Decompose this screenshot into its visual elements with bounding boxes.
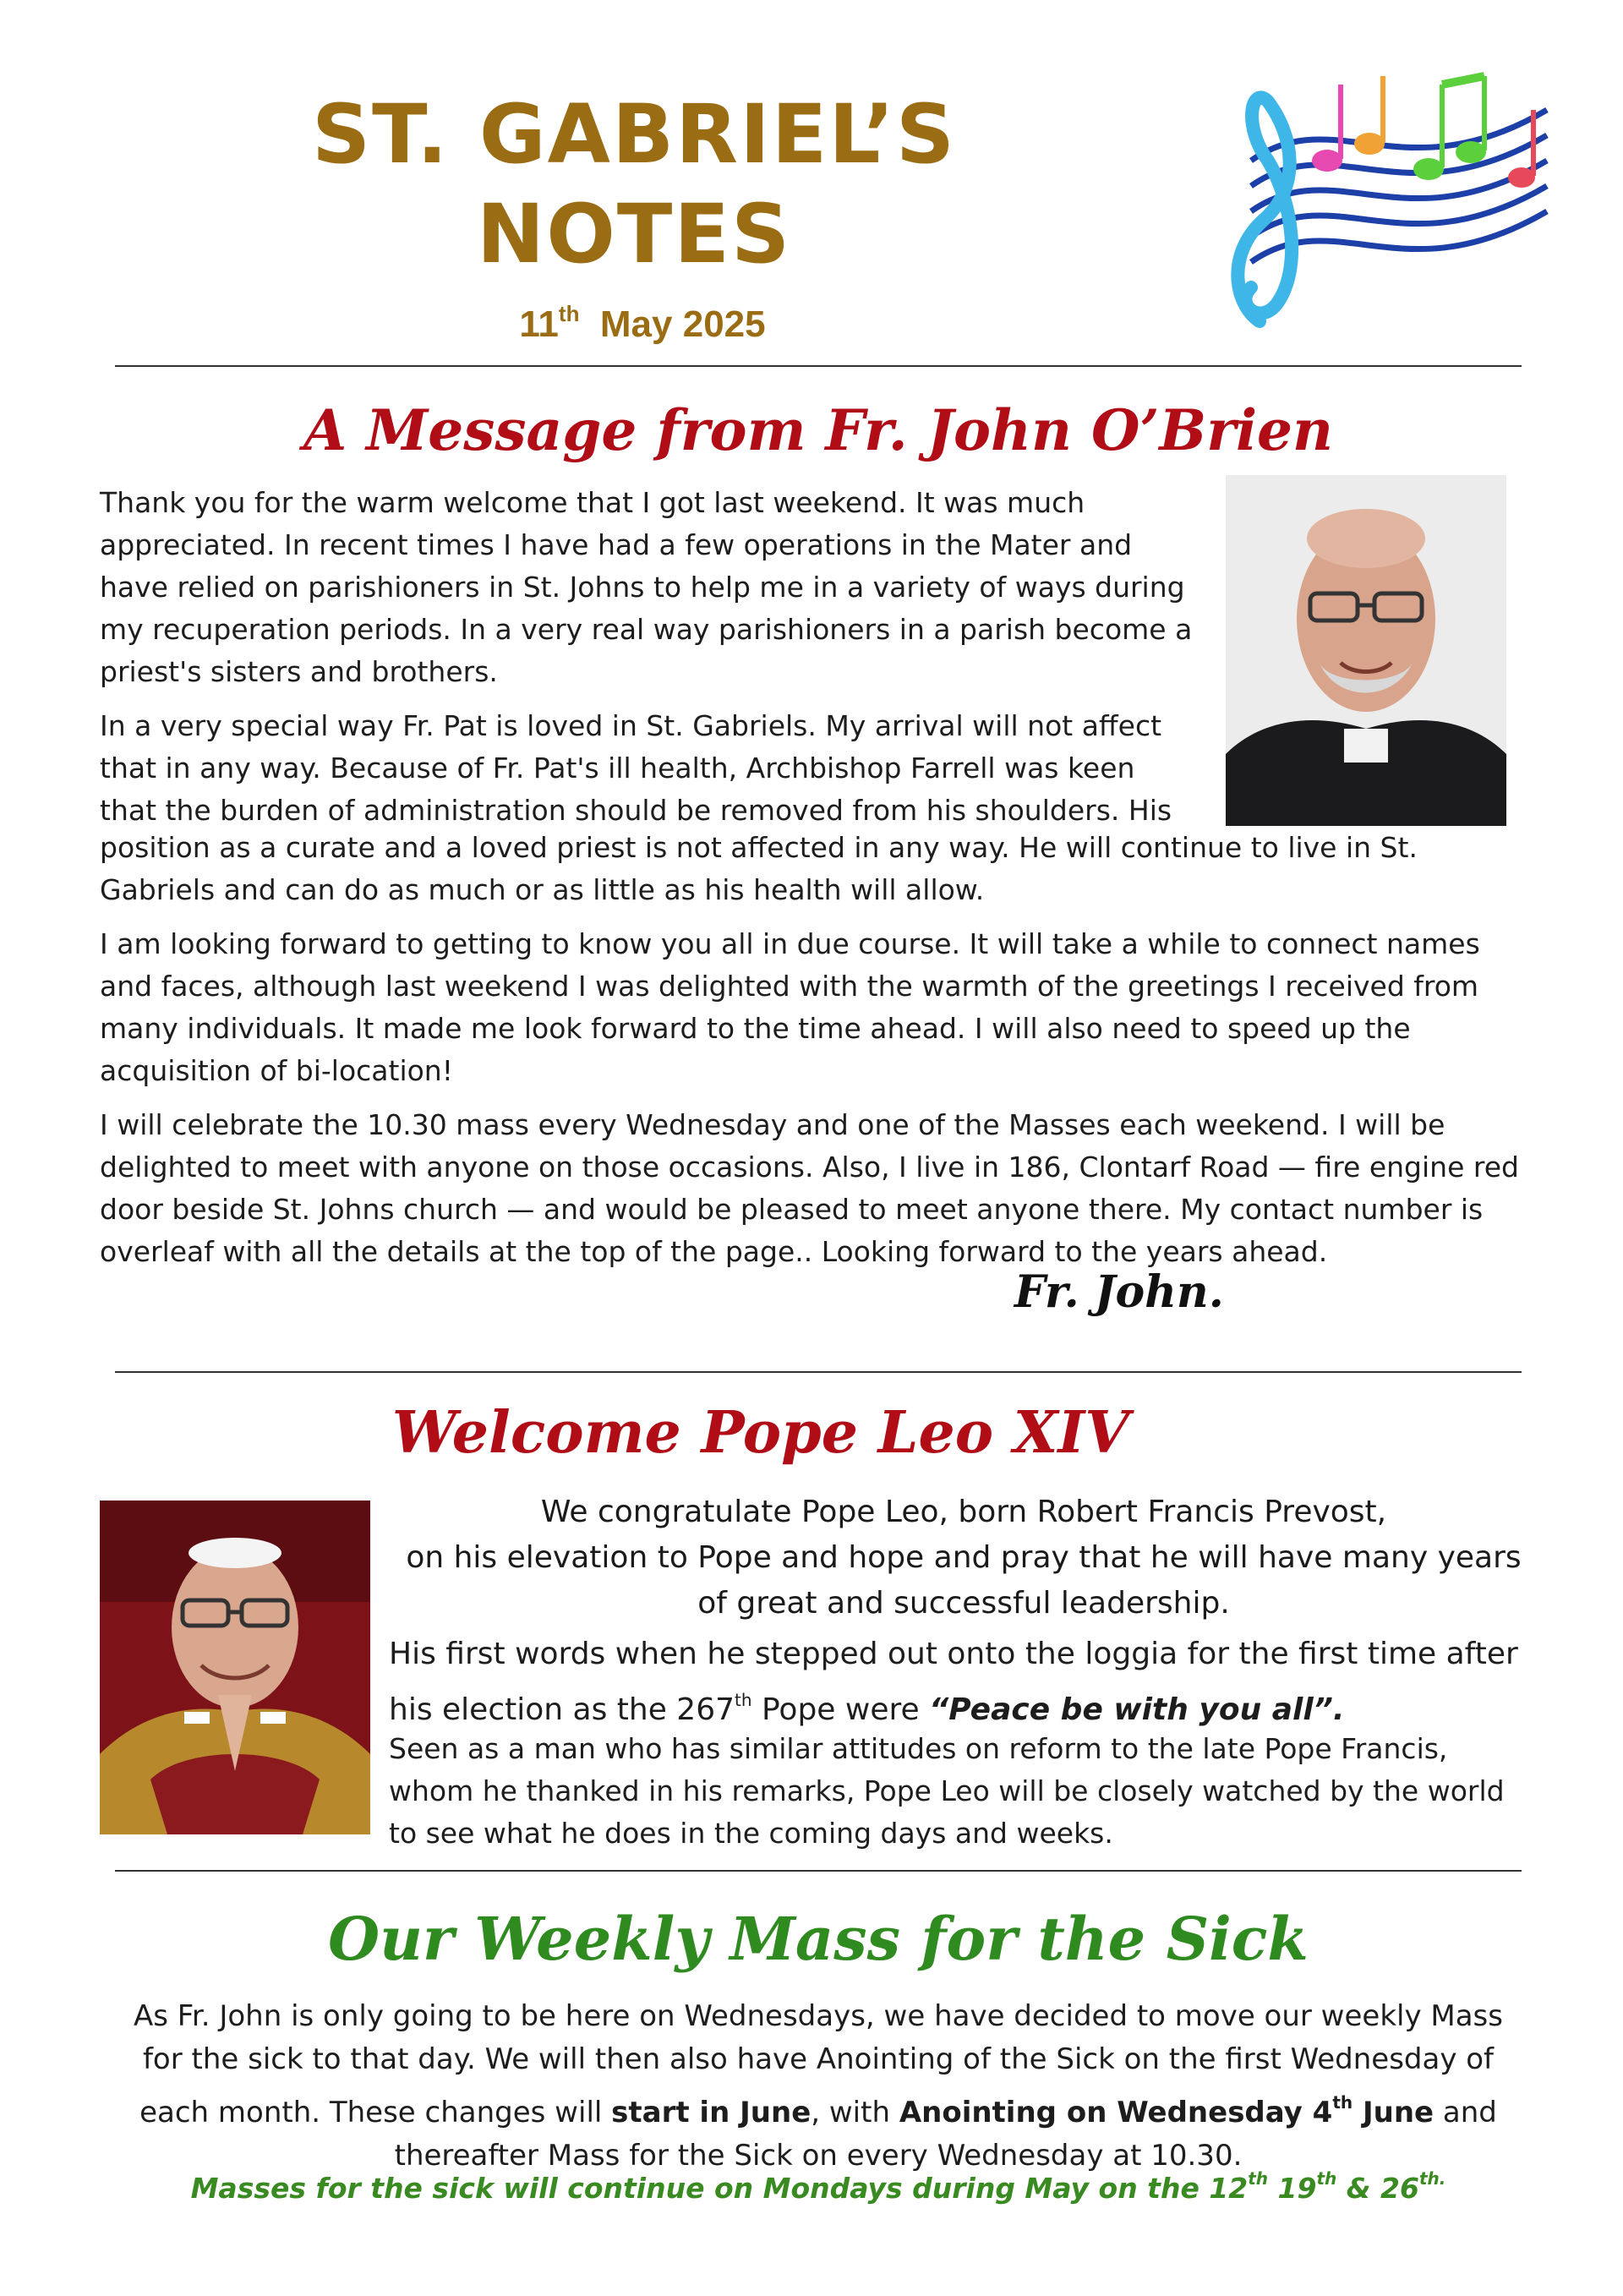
- pope-intro: [389, 1490, 1538, 1626]
- message-paragraph-3: position as a curate and a loved priest is not affected in any way. He will continue to live in St. Gabriels and can do as much or as little as his health will allow.: [100, 831, 1418, 906]
- sick-anoint-sup: th: [1332, 2092, 1353, 2113]
- message-paragraph-5: I will celebrate the 10.30 mass every Wednesday and one of the Masses each weekend. I will be delighted to meet with anyone on those occasions. Also, I live in 186, Clontarf Road — fire engine red door beside St. Johns church — and would be pleased to meet anyone there. My contact number is overleaf with all the details at the top of the page.. Looking forward to the years ahead.: [100, 1108, 1519, 1268]
- pope-words-sup: th: [735, 1690, 752, 1710]
- pope-heading: Welcome Pope Leo XIV: [391, 1399, 1130, 1467]
- divider-bottom: [115, 1870, 1522, 1872]
- pope-words-text: His first words when he stepped out onto the loggia for the first time after his election as the 267: [389, 1637, 1518, 1727]
- pope-intro-line-1: We congratulate Pope Leo, born Robert Francis Prevost,: [540, 1495, 1387, 1529]
- title-line-2: NOTES: [476, 187, 792, 282]
- sick-anoint-june: June: [1352, 2096, 1434, 2129]
- issue-date: [473, 301, 812, 346]
- sick-text-b: , with: [811, 2096, 899, 2129]
- sick-heading: Our Weekly Mass for the Sick: [328, 1904, 1309, 1974]
- date-rest: May 2025: [599, 303, 766, 345]
- pope-quote: “Peace be with you all”.: [929, 1692, 1345, 1727]
- sick-text-a: As Fr. John is only going to be here on Wednesdays, we have decided to move our weekly Mass for the sick to that day. We will then also have Anointing of the Sick on the first Wednesday of each month. These changes will: [134, 1999, 1503, 2129]
- sick-note-a: Masses for the sick will continue on Mondays during May on the 12: [190, 2172, 1249, 2205]
- divider-top: [115, 365, 1522, 367]
- pope-more: Seen as a man who has similar attitudes on reform to the late Pope Francis, whom he thanked in his remarks, Pope Leo will be closely watched by the world to see what he does in the coming days and weeks.: [389, 1732, 1505, 1850]
- sick-anoint-text: Anointing on Wednesday 4: [899, 2096, 1333, 2129]
- sick-note-c: & 26: [1336, 2172, 1419, 2205]
- music-notes-staff-icon: [1200, 51, 1555, 347]
- message-paragraph-2: In a very special way Fr. Pat is loved in St. Gabriels. My arrival will not affect that in any way. Because of Fr. Pat's ill health, Archbishop Farrell was keen that the burden of administration should be removed from his shoulders. His: [100, 709, 1172, 827]
- sick-note: [115, 2168, 1522, 2205]
- message-continued: [100, 827, 1537, 1285]
- fr-john-photo: [1226, 475, 1506, 826]
- sick-note-sup-3: th.: [1418, 2168, 1446, 2189]
- sick-text-c: and thereafter Mass for the Sick on every Wednesday at 10.30.: [394, 2096, 1497, 2173]
- pope-words-text-2: Pope were: [751, 1692, 930, 1727]
- divider-middle: [115, 1371, 1522, 1373]
- sick-note-b: 19: [1268, 2172, 1317, 2205]
- sick-start-june: start in June: [611, 2096, 812, 2129]
- date-day: 11: [519, 303, 559, 345]
- message-paragraph-1: Thank you for the warm welcome that I got last weekend. It was much appreciated. In recent times I have had a few operations in the Mater and have relied on parishioners in St. Johns to help me in a variety of ways during my recuperation periods. In a very real way parishioners in a parish become a priest's sisters and brothers.: [100, 486, 1193, 688]
- sick-anointing: [899, 2092, 1434, 2129]
- pope-intro-line-2: on his elevation to Pope and hope and pray that he will have many years of great and successful leadership.: [406, 1540, 1522, 1621]
- message-heading: A Message from Fr. John O’Brien: [303, 397, 1334, 463]
- sick-body: [115, 1995, 1522, 2178]
- sick-note-sup-1: th: [1248, 2168, 1269, 2189]
- pope-first-words: [389, 1632, 1538, 1733]
- message-paragraph-4: I am looking forward to getting to know you all in due course. It will take a while to connect names and faces, although last weekend I was delighted with the warmth of the greetings I received from many individuals. It made me look forward to the time ahead. I will also need to speed up the acquisition of bi-location!: [100, 927, 1480, 1087]
- signature: Fr. John.: [1014, 1266, 1224, 1318]
- sick-note-sup-2: th: [1316, 2168, 1337, 2189]
- newsletter-title: [287, 85, 981, 284]
- title-line-1: ST. GABRIEL’S: [311, 87, 957, 182]
- message-intro: [100, 482, 1199, 832]
- pope-leo-photo: [100, 1501, 370, 1834]
- date-suffix: th: [558, 301, 580, 326]
